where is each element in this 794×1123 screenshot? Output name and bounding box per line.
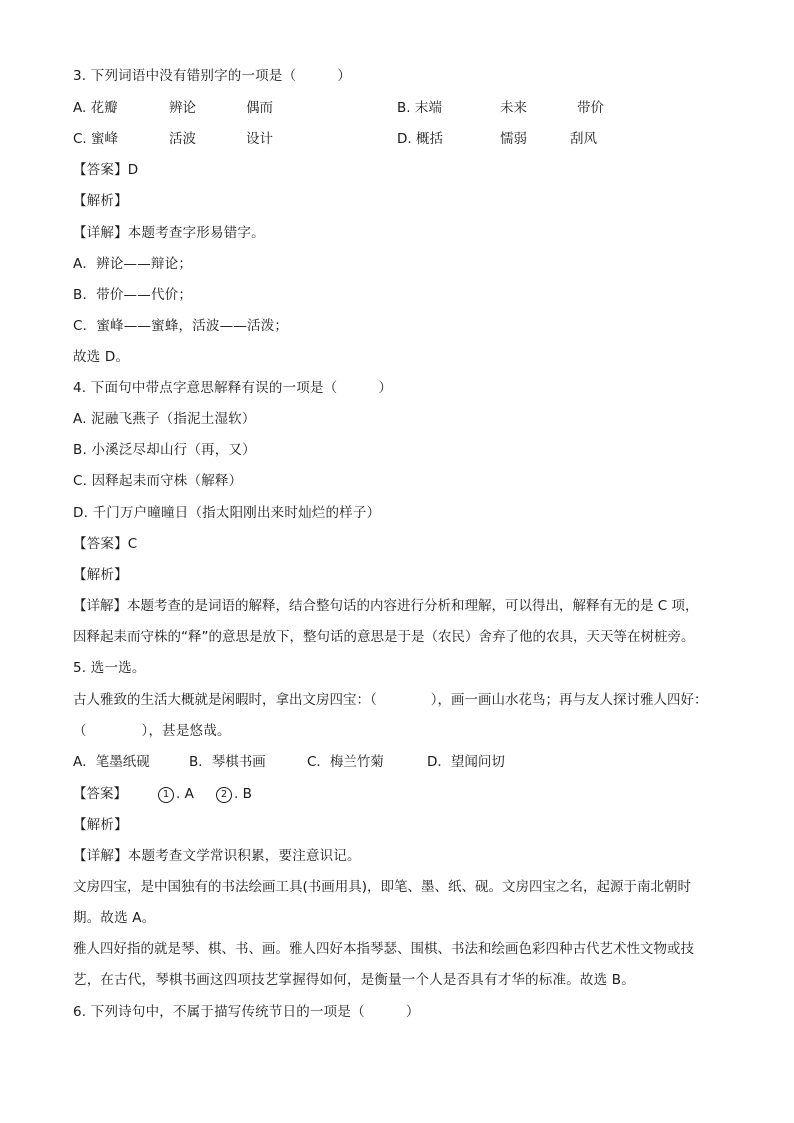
q4-detail-line-2: 因释起耒而守株的“释”的意思是放下，整句话的意思是于是（农民）舍弃了他的农具，天天等在树桩旁。 <box>73 629 695 645</box>
q5-para2-line-1: 雅人四好指的就是琴、棋、书、画。雅人四好本指琴瑟、围棋、书法和绘画色彩四种古代艺术性文物或技 <box>73 941 694 957</box>
q4-detail-line-1: 【详解】本题考查的是词语的解释，结合整句话的内容进行分析和理解，可以得出，解释有无的是 C 项， <box>73 598 699 614</box>
q5-answer-1-value: . A <box>176 786 194 802</box>
q5-answer-1 <box>158 785 194 803</box>
q3-option-d-word-3: 刮风 <box>570 131 597 147</box>
q4-option-a: A. 泥融飞燕子（指泥土湿软） <box>73 411 256 427</box>
q5-answer-1-number: 1 <box>158 787 174 803</box>
q4-option-c: C. 因释起耒而守株（解释） <box>73 473 243 489</box>
q5-stem: 5. 选一选。 <box>73 660 146 676</box>
q3-answer: 【答案】D <box>73 162 139 178</box>
q5-answer-2-number: 2 <box>216 787 232 803</box>
q5-detail: 【详解】本题考查文学常识积累，要注意识记。 <box>73 848 361 864</box>
q3-explain-b: B．带价——代价； <box>73 287 193 303</box>
q5-answer-2 <box>216 785 252 803</box>
q5-para1-line-1: 文房四宝，是中国独有的书法绘画工具(书画用具)，即笔、墨、纸、砚。文房四宝之名，起源于南北朝时 <box>73 879 692 895</box>
q5-para2-line-2: 艺，在古代，琴棋书画这四项技艺掌握得如何，是衡量一个人是否具有才华的标准。故选 B。 <box>73 972 635 988</box>
q5-option-a: A．笔墨纸砚 <box>73 754 150 770</box>
q5-option-b: B．琴棋书画 <box>189 754 266 770</box>
q5-analysis-heading: 【解析】 <box>73 817 128 833</box>
q4-answer: 【答案】C <box>73 536 138 552</box>
q5-option-d: D．望闻问切 <box>427 754 505 770</box>
q3-option-b-word-2: 未来 <box>500 100 527 116</box>
q3-option-a-word-3: 偶而 <box>246 100 273 116</box>
q3-option-a-word-2: 辨论 <box>169 100 196 116</box>
q5-option-c: C．梅兰竹菊 <box>307 754 384 770</box>
q5-answer-tag: 【答案】 <box>73 786 127 802</box>
q5-para1-line-2: 期。故选 A。 <box>73 910 156 926</box>
q3-option-a: A. 花瓣 <box>73 100 118 116</box>
q3-explain-c: C．蜜峰——蜜蜂，活波——活泼； <box>73 318 289 334</box>
q3-option-b: B. 末端 <box>397 100 442 116</box>
q3-conclusion: 故选 D。 <box>73 349 130 365</box>
q4-option-b: B. 小溪泛尽却山行（再，又） <box>73 442 256 458</box>
q3-explain-a: A．辨论——辩论； <box>73 256 193 272</box>
q3-detail: 【详解】本题考查字形易错字。 <box>73 225 265 241</box>
q3-option-b-word-3: 带价 <box>577 100 604 116</box>
q5-text-line-2: （ ），甚是悠哉。 <box>73 723 231 739</box>
q5-text-line-1: 古人雅致的生活大概就是闲暇时，拿出文房四宝：（ ），画一画山水花鸟；再与友人探讨雅人四好： <box>73 692 708 708</box>
q5-answer-2-value: . B <box>234 786 252 802</box>
q4-stem: 4. 下面句中带点字意思解释有误的一项是（ ） <box>73 380 393 396</box>
q3-option-c: C. 蜜峰 <box>73 131 119 147</box>
q3-stem: 3. 下列词语中没有错别字的一项是（ ） <box>73 68 352 84</box>
q6-stem: 6. 下列诗句中，不属于描写传统节日的一项是（ ） <box>73 1004 420 1020</box>
q3-option-c-word-3: 设计 <box>246 131 273 147</box>
q4-option-d: D. 千门万户曈曈日（指太阳刚出来时灿烂的样子） <box>73 505 381 521</box>
q3-option-d: D. 概括 <box>397 131 443 147</box>
q3-option-d-word-2: 懦弱 <box>500 131 527 147</box>
q4-analysis-heading: 【解析】 <box>73 567 128 583</box>
q3-option-c-word-2: 活波 <box>169 131 196 147</box>
q3-analysis-heading: 【解析】 <box>73 193 128 209</box>
